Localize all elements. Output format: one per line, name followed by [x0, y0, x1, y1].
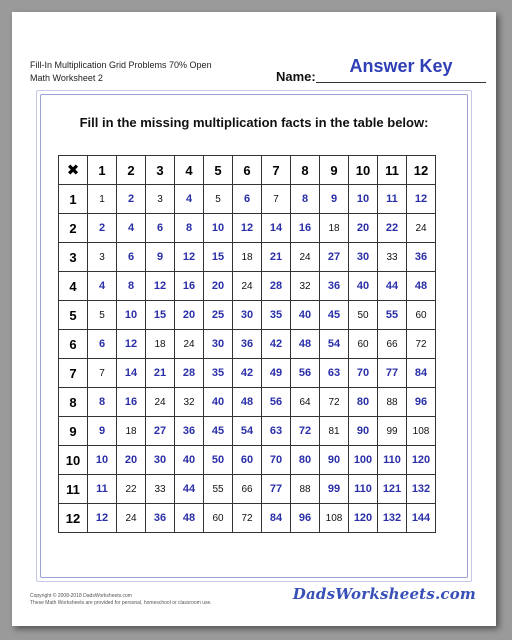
title-line-2: Math Worksheet 2 — [30, 73, 103, 83]
row-header: 12 — [59, 504, 88, 533]
answer-cell: 6 — [146, 214, 175, 243]
answer-cell: 100 — [349, 446, 378, 475]
column-header: 3 — [146, 156, 175, 185]
answer-cell: 48 — [291, 330, 320, 359]
row-header: 1 — [59, 185, 88, 214]
footer — [30, 593, 290, 607]
answer-cell: 84 — [262, 504, 291, 533]
answer-cell: 9 — [320, 185, 349, 214]
name-label: Name: — [276, 69, 316, 84]
answer-cell: 12 — [175, 243, 204, 272]
given-cell: 32 — [175, 388, 204, 417]
answer-cell: 15 — [146, 301, 175, 330]
column-header: 1 — [88, 156, 117, 185]
column-header: 11 — [378, 156, 407, 185]
table-row — [59, 243, 436, 272]
answer-cell: 40 — [175, 446, 204, 475]
given-cell: 60 — [407, 301, 436, 330]
answer-cell: 84 — [407, 359, 436, 388]
given-cell: 7 — [88, 359, 117, 388]
given-cell: 18 — [320, 214, 349, 243]
answer-cell: 4 — [117, 214, 146, 243]
answer-cell: 4 — [175, 185, 204, 214]
answer-cell: 9 — [88, 417, 117, 446]
answer-cell: 6 — [233, 185, 262, 214]
answer-cell: 72 — [291, 417, 320, 446]
answer-cell: 54 — [320, 330, 349, 359]
table-row — [59, 272, 436, 301]
answer-cell: 22 — [378, 214, 407, 243]
grid-header-row — [59, 156, 436, 185]
brand-logo: DadsWorksheets.com — [292, 585, 476, 603]
answer-cell: 40 — [349, 272, 378, 301]
answer-cell: 48 — [407, 272, 436, 301]
given-cell: 60 — [349, 330, 378, 359]
name-field — [276, 56, 486, 86]
answer-cell: 70 — [349, 359, 378, 388]
given-cell: 72 — [407, 330, 436, 359]
multiplication-grid — [58, 155, 436, 533]
given-cell: 64 — [291, 388, 320, 417]
given-cell: 3 — [146, 185, 175, 214]
answer-cell: 28 — [175, 359, 204, 388]
given-cell: 1 — [88, 185, 117, 214]
answer-cell: 44 — [175, 475, 204, 504]
given-cell: 18 — [233, 243, 262, 272]
answer-cell: 40 — [204, 388, 233, 417]
given-cell: 24 — [146, 388, 175, 417]
answer-cell: 21 — [262, 243, 291, 272]
worksheet-title — [30, 59, 250, 85]
column-header: 2 — [117, 156, 146, 185]
answer-cell: 2 — [117, 185, 146, 214]
answer-cell: 27 — [146, 417, 175, 446]
given-cell: 32 — [291, 272, 320, 301]
given-cell: 33 — [378, 243, 407, 272]
given-cell: 50 — [349, 301, 378, 330]
answer-cell: 36 — [146, 504, 175, 533]
answer-cell: 20 — [175, 301, 204, 330]
column-header: 10 — [349, 156, 378, 185]
answer-cell: 40 — [291, 301, 320, 330]
table-row — [59, 214, 436, 243]
answer-cell: 54 — [233, 417, 262, 446]
table-row — [59, 475, 436, 504]
answer-cell: 63 — [320, 359, 349, 388]
column-header: 7 — [262, 156, 291, 185]
row-header: 8 — [59, 388, 88, 417]
answer-cell: 8 — [88, 388, 117, 417]
column-header: 9 — [320, 156, 349, 185]
answer-cell: 45 — [320, 301, 349, 330]
usage-notice: These Math Worksheets are provided for personal, homeschool or classroom use. — [30, 600, 212, 606]
table-row — [59, 359, 436, 388]
answer-cell: 21 — [146, 359, 175, 388]
answer-cell: 20 — [349, 214, 378, 243]
given-cell: 66 — [233, 475, 262, 504]
answer-cell: 30 — [233, 301, 262, 330]
given-cell: 5 — [88, 301, 117, 330]
answer-cell: 10 — [204, 214, 233, 243]
answer-cell: 30 — [146, 446, 175, 475]
answer-cell: 10 — [349, 185, 378, 214]
table-row — [59, 301, 436, 330]
answer-cell: 56 — [262, 388, 291, 417]
answer-cell: 55 — [378, 301, 407, 330]
answer-cell: 36 — [320, 272, 349, 301]
answer-cell: 110 — [349, 475, 378, 504]
answer-cell: 11 — [88, 475, 117, 504]
name-underline — [316, 82, 486, 83]
given-cell: 24 — [175, 330, 204, 359]
answer-cell: 9 — [146, 243, 175, 272]
column-header: 5 — [204, 156, 233, 185]
answer-cell: 120 — [407, 446, 436, 475]
row-header: 10 — [59, 446, 88, 475]
answer-cell: 50 — [204, 446, 233, 475]
given-cell: 81 — [320, 417, 349, 446]
answer-cell: 28 — [262, 272, 291, 301]
answer-cell: 20 — [117, 446, 146, 475]
answer-cell: 30 — [204, 330, 233, 359]
column-header: 4 — [175, 156, 204, 185]
answer-cell: 12 — [88, 504, 117, 533]
answer-cell: 35 — [262, 301, 291, 330]
answer-cell: 11 — [378, 185, 407, 214]
answer-cell: 96 — [407, 388, 436, 417]
table-row — [59, 446, 436, 475]
answer-cell: 27 — [320, 243, 349, 272]
answer-cell: 144 — [407, 504, 436, 533]
answer-cell: 36 — [175, 417, 204, 446]
answer-cell: 6 — [117, 243, 146, 272]
answer-key-heading: Answer Key — [349, 56, 453, 76]
answer-cell: 45 — [204, 417, 233, 446]
answer-cell: 96 — [291, 504, 320, 533]
given-cell: 24 — [233, 272, 262, 301]
answer-cell: 12 — [146, 272, 175, 301]
answer-cell: 80 — [349, 388, 378, 417]
answer-cell: 4 — [88, 272, 117, 301]
title-line-1: Fill-In Multiplication Grid Problems 70% Open — [30, 60, 212, 70]
row-header: 6 — [59, 330, 88, 359]
answer-cell: 80 — [291, 446, 320, 475]
answer-cell: 15 — [204, 243, 233, 272]
answer-cell: 110 — [378, 446, 407, 475]
answer-cell: 48 — [175, 504, 204, 533]
column-header: 12 — [407, 156, 436, 185]
given-cell: 18 — [117, 417, 146, 446]
table-row — [59, 330, 436, 359]
answer-cell: 36 — [407, 243, 436, 272]
instructions: Fill in the missing multiplication facts in the table below: — [79, 115, 429, 130]
answer-cell: 56 — [291, 359, 320, 388]
given-cell: 88 — [378, 388, 407, 417]
given-cell: 72 — [233, 504, 262, 533]
given-cell: 24 — [117, 504, 146, 533]
column-header: 6 — [233, 156, 262, 185]
given-cell: 5 — [204, 185, 233, 214]
row-header: 4 — [59, 272, 88, 301]
answer-cell: 49 — [262, 359, 291, 388]
row-header: 9 — [59, 417, 88, 446]
answer-cell: 99 — [320, 475, 349, 504]
table-row — [59, 417, 436, 446]
answer-cell: 16 — [291, 214, 320, 243]
answer-cell: 12 — [407, 185, 436, 214]
given-cell: 88 — [291, 475, 320, 504]
given-cell: 7 — [262, 185, 291, 214]
answer-cell: 6 — [88, 330, 117, 359]
answer-cell: 132 — [378, 504, 407, 533]
answer-cell: 70 — [262, 446, 291, 475]
answer-cell: 10 — [88, 446, 117, 475]
given-cell: 18 — [146, 330, 175, 359]
answer-cell: 20 — [204, 272, 233, 301]
given-cell: 60 — [204, 504, 233, 533]
answer-cell: 42 — [262, 330, 291, 359]
answer-cell: 8 — [175, 214, 204, 243]
answer-cell: 14 — [117, 359, 146, 388]
given-cell: 66 — [378, 330, 407, 359]
given-cell: 108 — [407, 417, 436, 446]
row-header: 5 — [59, 301, 88, 330]
answer-cell: 63 — [262, 417, 291, 446]
answer-cell: 2 — [88, 214, 117, 243]
given-cell: 22 — [117, 475, 146, 504]
answer-cell: 90 — [320, 446, 349, 475]
answer-cell: 77 — [378, 359, 407, 388]
answer-cell: 132 — [407, 475, 436, 504]
multiply-icon: ✖ — [59, 156, 88, 185]
table-row — [59, 185, 436, 214]
answer-cell: 36 — [233, 330, 262, 359]
answer-cell: 90 — [349, 417, 378, 446]
given-cell: 108 — [320, 504, 349, 533]
answer-cell: 16 — [175, 272, 204, 301]
answer-cell: 48 — [233, 388, 262, 417]
row-header: 2 — [59, 214, 88, 243]
given-cell: 24 — [291, 243, 320, 272]
answer-cell: 10 — [117, 301, 146, 330]
answer-cell: 16 — [117, 388, 146, 417]
column-header: 8 — [291, 156, 320, 185]
answer-cell: 77 — [262, 475, 291, 504]
answer-cell: 25 — [204, 301, 233, 330]
row-header: 11 — [59, 475, 88, 504]
given-cell: 55 — [204, 475, 233, 504]
answer-cell: 8 — [291, 185, 320, 214]
answer-cell: 60 — [233, 446, 262, 475]
answer-cell: 12 — [117, 330, 146, 359]
row-header: 7 — [59, 359, 88, 388]
answer-cell: 121 — [378, 475, 407, 504]
given-cell: 33 — [146, 475, 175, 504]
table-row — [59, 504, 436, 533]
answer-cell: 8 — [117, 272, 146, 301]
given-cell: 3 — [88, 243, 117, 272]
table-row — [59, 388, 436, 417]
worksheet-page — [12, 12, 496, 626]
given-cell: 72 — [320, 388, 349, 417]
answer-cell: 30 — [349, 243, 378, 272]
answer-cell: 35 — [204, 359, 233, 388]
answer-cell: 44 — [378, 272, 407, 301]
copyright-text: Copyright © 2008-2018 DadsWorksheets.com — [30, 593, 132, 599]
answer-cell: 120 — [349, 504, 378, 533]
row-header: 3 — [59, 243, 88, 272]
answer-cell: 14 — [262, 214, 291, 243]
answer-cell: 12 — [233, 214, 262, 243]
given-cell: 24 — [407, 214, 436, 243]
answer-cell: 42 — [233, 359, 262, 388]
given-cell: 99 — [378, 417, 407, 446]
